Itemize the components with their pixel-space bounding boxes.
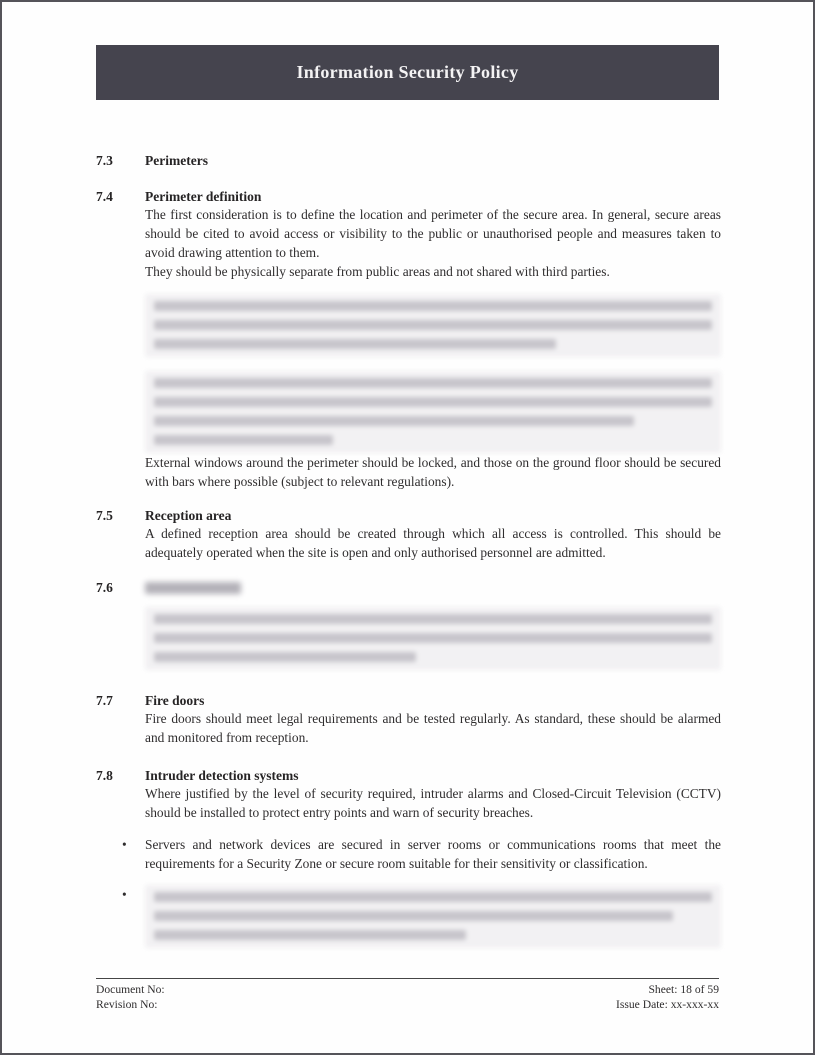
section-7-6 — [96, 580, 721, 670]
document-body — [96, 100, 721, 948]
bullet-marker: • — [122, 887, 127, 902]
section-title: Reception area — [145, 508, 232, 523]
redacted-paragraph — [145, 371, 721, 453]
section-7-4 — [96, 189, 721, 491]
redacted-section-title — [145, 582, 241, 594]
section-title: Perimeters — [145, 153, 208, 168]
section-number: 7.4 — [96, 189, 113, 204]
section-7-7 — [96, 693, 721, 747]
redacted-paragraph — [145, 607, 721, 670]
paragraph: A defined reception area should be created through which all access is controlled. This should be adequately operated when the site is open and only authorised personnel are admitted. — [145, 526, 721, 560]
document-title-banner — [96, 45, 719, 100]
section-number: 7.6 — [96, 580, 113, 595]
bullet-item — [96, 835, 721, 873]
section-title: Perimeter definition — [145, 189, 262, 204]
section-number: 7.3 — [96, 153, 113, 168]
paragraph: Where justified by the level of security required, intruder alarms and Closed-Circuit Television (CCTV) should be installed to protect entry points and warn of security breaches. — [145, 786, 721, 820]
section-number: 7.5 — [96, 508, 113, 523]
paragraph: External windows around the perimeter should be locked, and those on the ground floor should be secured with bars where possible (subject to relevant regulations). — [145, 455, 721, 489]
paragraph: Fire doors should meet legal requirements and be tested regularly. As standard, these should be alarmed and monitored from reception. — [145, 711, 721, 745]
page-footer — [96, 978, 719, 1012]
redacted-paragraph — [145, 294, 721, 357]
paragraph: The first consideration is to define the location and perimeter of the secure area. In general, secure areas should be cited to avoid access or visibility to the public or unauthorised people and measures taken to avoid drawing attention to them. — [145, 207, 721, 260]
footer-document-no: Document No: — [96, 983, 165, 996]
section-7-5 — [96, 508, 721, 562]
bullet-marker: • — [122, 837, 127, 852]
bullet-item-redacted — [96, 885, 721, 948]
footer-revision-no: Revision No: — [96, 998, 158, 1011]
footer-sheet-number: Sheet: 18 of 59 — [648, 983, 719, 996]
section-number: 7.7 — [96, 693, 113, 708]
bullet-text: Servers and network devices are secured in server rooms or communications rooms that meet the requirements for a Security Zone or secure room suitable for their sensitivity or classification. — [145, 837, 721, 871]
redacted-bullet-text — [145, 885, 721, 948]
section-number: 7.8 — [96, 768, 113, 783]
section-7-8 — [96, 768, 721, 822]
section-title: Fire doors — [145, 693, 205, 708]
section-7-3 — [96, 153, 721, 169]
document-title: Information Security Policy — [296, 62, 519, 82]
footer-issue-date: Issue Date: xx-xxx-xx — [615, 998, 719, 1011]
section-title: Intruder detection systems — [145, 768, 299, 783]
paragraph: They should be physically separate from public areas and not shared with third parties. — [145, 264, 610, 279]
